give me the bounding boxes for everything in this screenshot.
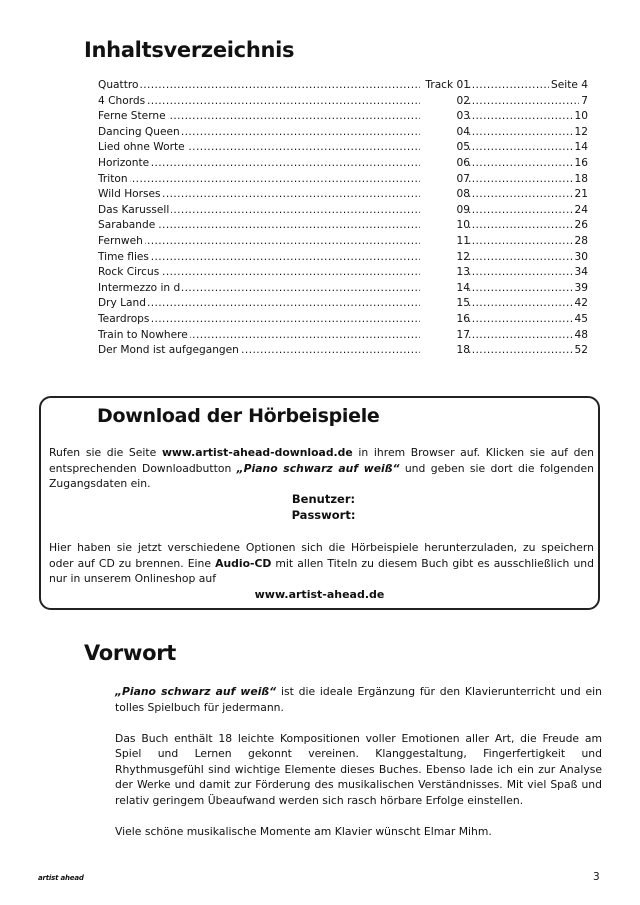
toc-entry <box>98 312 588 328</box>
toc-entry-title: Ferne Sterne <box>98 110 166 123</box>
toc-entry-page: 45 <box>573 312 588 328</box>
toc-entry-page: 21 <box>573 187 588 203</box>
toc-entry <box>98 140 588 156</box>
download-text: Hier haben sie jetzt verschiedene Optionen sich die Hörbeispiele herunterzuladen, zu speichern oder auf CD zu brennen. Eine <box>49 541 594 570</box>
download-text: und geben sie dort die folgenden Zugangsdaten ein. <box>49 461 594 490</box>
toc-entry-track: 09 <box>420 203 470 219</box>
shop-url-link[interactable]: www.artist-ahead.de <box>254 588 385 601</box>
toc-entry-page: 26 <box>573 218 588 234</box>
download-text: mit allen Titeln zu diesem Buch gibt es ausschließlich und nur in unserem Onlineshop auf <box>49 556 594 585</box>
toc-entry-page: 7 <box>579 94 588 110</box>
toc-entry <box>98 296 588 312</box>
toc-entry-title: Quattro <box>98 79 139 91</box>
toc-entry-title: 4 Chords <box>98 94 146 107</box>
toc-entry <box>98 156 588 172</box>
toc-entry-track: 02 <box>420 94 470 110</box>
toc-entry-title: Intermezzo in d <box>98 281 181 294</box>
toc-entry-track: 03 <box>420 109 470 125</box>
toc-entry-track: 13 <box>420 265 470 281</box>
toc-entry-page: 28 <box>573 234 588 250</box>
toc-entry-title: Fernweh <box>98 234 143 247</box>
toc-entry <box>98 125 588 141</box>
toc-entry <box>98 203 588 219</box>
publisher-logo: artist ahead <box>38 874 84 882</box>
toc-entry-page: 52 <box>573 343 588 359</box>
toc-entry-page: 14 <box>573 140 588 156</box>
toc-entry-page: 24 <box>573 203 588 219</box>
download-text: in ihrem Browser auf. Klicken sie auf den entsprechenden Downloadbutton <box>49 446 594 475</box>
toc-entry-page: 16 <box>573 156 588 172</box>
toc-entry <box>98 328 588 344</box>
book-title: „Piano schwarz auf weiß“ <box>115 685 277 698</box>
toc-entry-page: 30 <box>573 250 588 266</box>
toc-entry-title: Train to Nowhere <box>98 328 188 341</box>
foreword-text-span: ist die ideale Ergänzung für den Klavierunterricht und ein tolles Spielbuch für jedermann. <box>115 685 602 714</box>
password-label: Passwort: <box>291 507 356 522</box>
toc-entry-track: 15 <box>420 296 470 312</box>
download-instructions <box>49 445 594 492</box>
download-box <box>39 396 600 610</box>
book-title: „Piano schwarz auf weiß“ <box>236 461 400 475</box>
toc-entry <box>98 265 588 281</box>
toc-entry-page: 39 <box>573 281 588 297</box>
table-of-contents <box>98 78 588 359</box>
toc-entry-title: Triton <box>98 172 128 185</box>
user-label: Benutzer: <box>291 492 356 506</box>
toc-title: Inhaltsverzeichnis <box>84 38 295 62</box>
page-number: 3 <box>593 871 600 883</box>
toc-entry-title: Sarabande <box>98 219 156 232</box>
toc-entry-page: 34 <box>573 265 588 281</box>
download-url-link[interactable]: www.artist-ahead-download.de <box>161 446 353 459</box>
toc-entry <box>98 187 588 203</box>
toc-entry-track: 16 <box>420 312 470 328</box>
foreword-paragraph: Viele schöne musikalische Momente am Klavier wünscht Elmar Mihm. <box>115 824 492 838</box>
foreword-paragraph <box>115 684 602 715</box>
toc-entry-track: 12 <box>420 250 470 266</box>
download-title: Download der Hörbeispiele <box>97 405 380 427</box>
toc-entry-track: 05 <box>420 140 470 156</box>
toc-entry-title: Dancing Queen <box>98 125 180 138</box>
toc-entry-page: 18 <box>573 172 588 188</box>
toc-entry-title: Lied ohne Worte <box>98 141 185 154</box>
toc-entry-page: 48 <box>573 328 588 344</box>
foreword-title: Vorwort <box>84 641 177 665</box>
foreword-paragraph: Das Buch enthält 18 leichte Kompositionen voller Emotionen aller Art, die Freude am Spiel und Lernen gekonnt vereinen. Klanggestaltung, Fingerfertigkeit und Rhythmusgefühl sind wichtige Elemente dieses Buches. Ebenso lade ich ein zur Analyse der Werke und damit zur Förderung des musikalischen Verständnisses. Mit viel Spaß und relativ geringem Übeaufwand werden sich rasch hörbare Erfolge einstellen. <box>115 731 602 807</box>
toc-entry-page: Seite 4 <box>549 78 588 94</box>
toc-entry-track: 14 <box>420 281 470 297</box>
toc-entry <box>98 343 588 359</box>
toc-entry-title: Wild Horses <box>98 188 161 201</box>
toc-entry-title: Teardrops <box>98 312 150 325</box>
toc-entry-track: 17 <box>420 328 470 344</box>
toc-entry-title: Rock Circus <box>98 266 160 279</box>
toc-entry <box>98 281 588 297</box>
toc-entry-track: 18 <box>420 343 470 359</box>
toc-entry <box>98 234 588 250</box>
download-text: Rufen sie die Seite <box>49 446 162 459</box>
credentials <box>41 492 598 523</box>
toc-entry <box>98 250 588 266</box>
toc-entry-track: 10 <box>420 218 470 234</box>
toc-entry-track: 04 <box>420 125 470 141</box>
audio-cd-label: Audio-CD <box>215 556 272 570</box>
toc-entry <box>98 94 588 110</box>
toc-entry <box>98 172 588 188</box>
toc-entry-track: Track 01 <box>420 78 470 94</box>
download-options <box>49 540 594 587</box>
toc-entry-page: 42 <box>573 296 588 312</box>
toc-entry-track: 07 <box>420 172 470 188</box>
toc-entry <box>98 78 588 94</box>
foreword-text <box>115 684 602 855</box>
toc-entry-title: Horizonte <box>98 156 150 169</box>
toc-entry-title: Dry Land <box>98 297 146 310</box>
toc-entry-title: Das Karussell <box>98 203 170 216</box>
toc-entry-title: Der Mond ist aufgegangen <box>98 344 239 357</box>
toc-entry-page: 10 <box>573 109 588 125</box>
toc-entry-title: Time flies <box>98 250 149 263</box>
toc-entry-track: 08 <box>420 187 470 203</box>
toc-entry-page: 12 <box>573 125 588 141</box>
toc-entry <box>98 218 588 234</box>
toc-entry-track: 11 <box>420 234 470 250</box>
toc-entry <box>98 109 588 125</box>
toc-entry-track: 06 <box>420 156 470 172</box>
